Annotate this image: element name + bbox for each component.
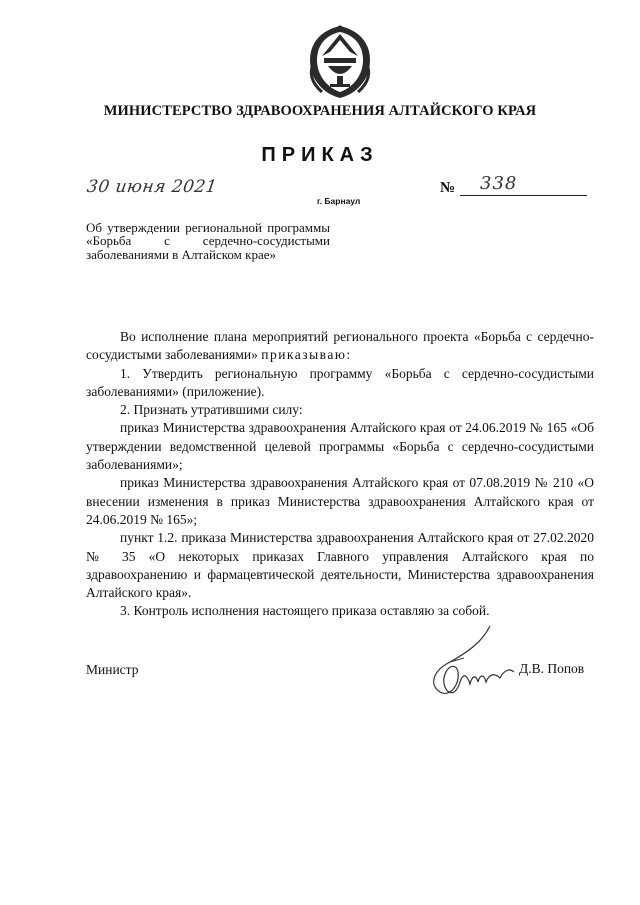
order-body	[86, 328, 594, 621]
body-item-1: 1. Утвердить региональную программу «Борьба с сердечно-сосудистыми заболеваниями» (приложение).	[86, 365, 594, 399]
coat-of-arms-emblem	[300, 22, 380, 102]
handwritten-signature	[420, 622, 520, 707]
city-label: г. Барнаул	[317, 196, 361, 206]
body-item-2b: приказ Министерства здравоохранения Алтайского края от 07.08.2019 № 210 «О внесении изменения в приказ Министерства здравоохранения Алтайского края от 24.06.2019 № 165»;	[86, 475, 594, 527]
body-item-3: 3. Контроль исполнения настоящего приказа оставляю за собой.	[120, 603, 490, 619]
handwritten-date: 30 июня 2021	[85, 177, 219, 197]
body-intro-text: Во исполнение плана мероприятий регионального проекта «Борьба с сердечно-сосудистыми заболеваниями»	[86, 329, 594, 363]
signer-position: Министр	[86, 662, 139, 677]
handwritten-order-number: 338	[480, 173, 518, 194]
order-number-underline	[460, 195, 587, 196]
signer-name: Д.В. Попов	[519, 661, 585, 676]
body-item-2c: пункт 1.2. приказа Министерства здравоохранения Алтайского края от 27.02.2020 № 35 «О некоторых приказах Главного управления Алтайского края по здравоохранению и фармацевтической деятельности, Министерства здравоохранения Алтайского края».	[86, 530, 594, 601]
body-intro	[86, 328, 594, 365]
body-item-2: 2. Признать утратившими силу:	[120, 402, 303, 418]
order-subject: Об утверждении региональной программы «Борьба с сердечно-сосудистыми заболеваниями в Алтайском крае»	[86, 220, 330, 262]
order-number-label: №	[440, 180, 456, 196]
document-type-title: ПРИКАЗ	[261, 144, 379, 166]
body-item-2a: приказ Министерства здравоохранения Алтайского края от 24.06.2019 № 165 «Об утверждении ведомственной целевой программы «Борьба с сердечно-сосудистыми заболеваниями»;	[86, 420, 594, 473]
ministry-title: МИНИСТЕРСТВО ЗДРАВООХРАНЕНИЯ АЛТАЙСКОГО КРАЯ	[103, 103, 537, 119]
order-word: приказываю:	[261, 347, 352, 363]
